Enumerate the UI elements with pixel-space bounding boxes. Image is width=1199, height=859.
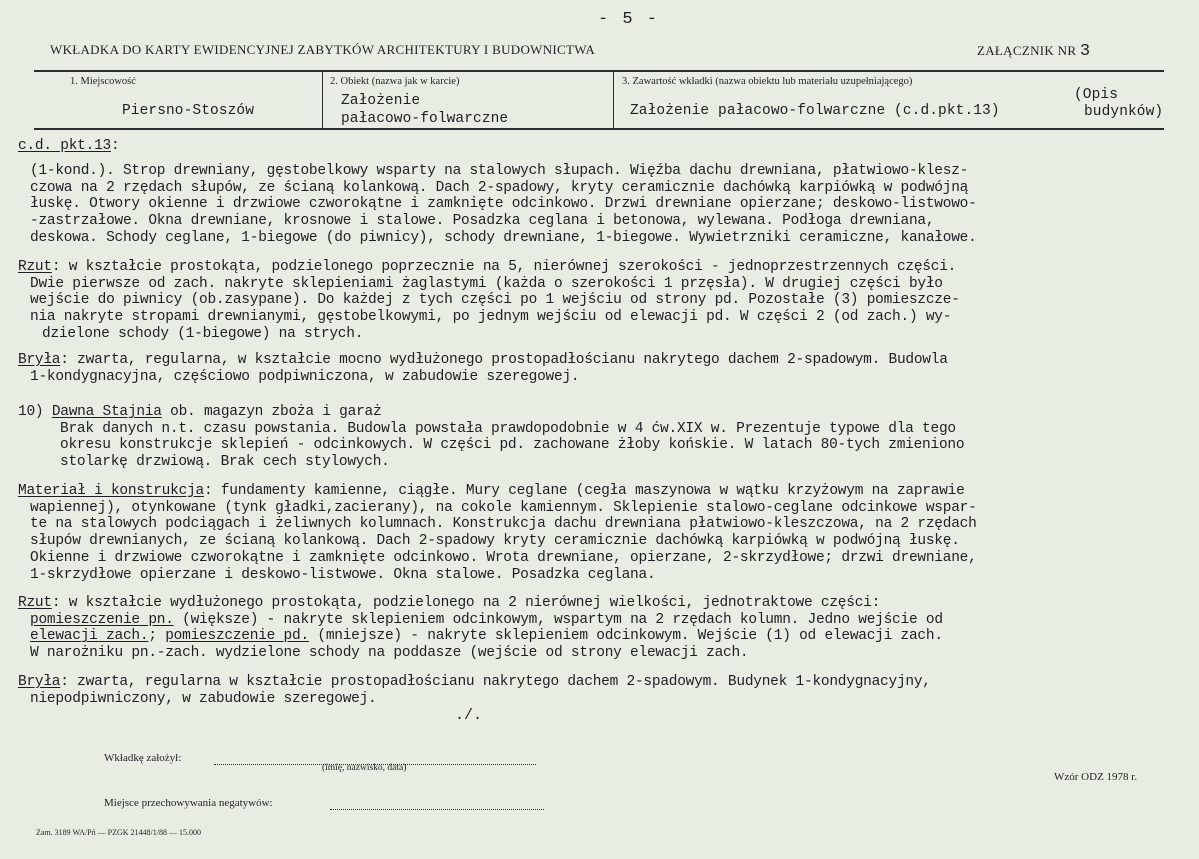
paragraph-massing-1	[18, 352, 948, 385]
text-line: 1-skrzydłowe opierzane i deskowo-listwowe. Okna stalowe. Posadzka ceglana.	[30, 566, 656, 583]
content-note-line1: (Opis	[1074, 87, 1119, 103]
text-line: -zastrzałowe. Okna drewniane, krosnowe i stalowe. Posadzka ceglana i betonowa, wylewana. Podłoga drewniana,	[30, 213, 935, 230]
paragraph-massing-2	[18, 674, 931, 707]
annex-label-text: ZAŁĄCZNIK NR	[977, 43, 1077, 58]
paragraph-material	[18, 483, 977, 583]
material-label: Materiał i konstrukcja	[18, 483, 204, 499]
text-line: wapiennej), otynkowane (tynk gładki,zacierany), na cokole kamiennym. Sklepienie stalowo-ceglane odcinkowe wspar-	[30, 499, 977, 516]
plan-label: Rzut	[18, 595, 52, 611]
massing-label: Bryła	[18, 674, 61, 690]
text-line: Brak danych n.t. czasu powstania. Budowla powstała prawdopodobnie w 4 ćw.XIX w. Prezentuje typowe dla tego	[60, 420, 956, 437]
plan-label: Rzut	[18, 259, 52, 275]
text-line: (1-kond.). Strop drewniany, gęstobelkowy wsparty na stalowych słupach. Więźba dachu drewniana, płatwiowo-klesz-	[30, 163, 969, 179]
text-line: 1-kondygnacyjna, częściowo podpiwniczona, w zabudowie szeregowej.	[30, 368, 580, 385]
room-south: pomieszczenie pd.	[165, 628, 309, 645]
continuation-heading	[18, 138, 119, 155]
print-info: Zam. 3189 WA/Pń — PZGK 21448/1/88 — 15.000	[36, 828, 201, 837]
text-line: : fundamenty kamienne, ciągłe. Mury ceglane (cegła maszynowa w wątku krzyżowym na zaprawie	[203, 483, 965, 499]
text-line: W narożniku pn.-zach. wydzielone schody na poddasze (wejście od strony elewacji zach.	[30, 645, 749, 662]
text-line: : zwarta, regularna, w kształcie mocno wydłużonego prostopadłościanu nakrytego dachem 2-spadowym. Budowla	[60, 352, 948, 368]
form-title: WKŁADKA DO KARTY EWIDENCYJNEJ ZABYTKÓW ARCHITEKTURY I BUDOWNICTWA	[50, 42, 596, 57]
field-divider-1	[322, 72, 323, 128]
negatives-line[interactable]	[330, 809, 544, 810]
text-line: Dwie pierwsze od zach. nakryte sklepieniami żaglastymi (każda o szerokości 1 przęsła). W drugiej części było	[30, 275, 943, 292]
object-value-line2: pałacowo-folwarczne	[341, 111, 509, 127]
form-pattern: Wzór ODZ 1978 r.	[1054, 771, 1138, 783]
annex-number: 3	[1079, 42, 1091, 61]
object-value-line1: Założenie	[341, 93, 421, 109]
text-line: (większe) - nakryte sklepieniem odcinkowym, wspartym na 2 rzędach kolumn. Jedno wejście od	[173, 611, 943, 628]
text-line: Okienne i drzwiowe czworokątne i zamknięte odcinkowo. Wrota drewniane, opierzane, 2-skrzydłowe; drzwi drewniane,	[30, 549, 977, 566]
negatives-label: Miejsce przechowywania negatywów:	[104, 797, 273, 809]
text-line: : w kształcie wydłużonego prostokąta, podzielonego na 2 nierównej wielkości, jednotraktowe części:	[51, 595, 881, 611]
paragraph-construction	[30, 163, 977, 247]
name-hint: (imię, nazwisko, data)	[322, 763, 407, 773]
item-10	[18, 404, 964, 471]
text-line: wejście do piwnicy (ob.zasypane). Do każdej z tych części po 1 wejściu od strony pd. Pozostałe (3) pomieszcze-	[30, 292, 960, 309]
object-label: 2. Obiekt (nazwa jak w karcie)	[330, 76, 460, 87]
text-line: te na stalowych podciągach i żeliwnych kolumnach. Konstrukcja dachu drewniana płatwiowo-kleszczowa, na 2 rzędach	[30, 516, 977, 533]
content-label: 3. Zawartość wkładki (nazwa obiektu lub materiału uzupełniającego)	[622, 76, 913, 87]
top-rule	[34, 70, 1164, 72]
text-line: nia nakryte stropami drewnianymi, gęstobelkowymi, po jednym wejściu od elewacji pd. W części 2 (od zach.) wy-	[30, 309, 952, 326]
text-line: łuskę. Otwory okienne i drzwiowe czworokątne i zamknięte odcinkowo. Drzwi drewniane opierzane; deskowo-listwowo-	[30, 196, 977, 213]
locality-value: Piersno-Stoszów	[122, 103, 255, 119]
text-line: dzielone schody (1-biegowe) na strych.	[42, 325, 364, 342]
content-note-line2: budynków)	[1084, 104, 1164, 120]
item-number: 10)	[18, 404, 44, 420]
massing-label: Bryła	[18, 352, 61, 368]
text-line: słupów drewnianych, ze ścianą kolankową. Dach 2-spadowy kryty ceramicznie dachówką karpiówką w podwójną łuskę.	[30, 533, 960, 550]
text-line: czowa na 2 rzędach słupów, ze ścianą kolankową. Dach 2-spadowy, kryty ceramicznie dachówką karpiówką w podwójną	[30, 179, 969, 196]
paragraph-plan-2	[18, 595, 943, 662]
text-line: : zwarta, regularna w kształcie prostopadłościanu nakrytego dachem 2-spadowym. Budynek 1-kondygnacyjny,	[60, 674, 931, 690]
field-divider-2	[613, 72, 614, 128]
room-north: pomieszczenie pn.	[30, 611, 174, 628]
locality-label: 1. Miejscowość	[70, 76, 136, 87]
text-line: deskowa. Schody ceglane, 1-biegowe (do piwnicy), schody drewniane, 1-biegowe. Wywietrzniki ceramiczne, kanałowe.	[30, 229, 977, 246]
elevation-west: elewacji zach.	[30, 628, 149, 645]
text-line: okresu konstrukcje sklepień - odcinkowych. W części pd. zachowane żłoby końskie. W latach 80-tych zmieniono	[60, 437, 965, 454]
text-line: niepodpiwniczony, w zabudowie szeregowej.	[30, 690, 377, 707]
end-mark: ./.	[455, 707, 483, 724]
item-title-rest: ob. magazyn zboża i garaż	[161, 404, 382, 420]
continuation-ref: c.d. pkt.13	[18, 138, 111, 154]
bottom-rule	[34, 128, 1164, 130]
annex-label	[977, 42, 1090, 61]
page-number: - 5 -	[598, 10, 660, 29]
item-title: Dawna Stajnia	[51, 404, 162, 420]
continuation-colon: :	[110, 138, 120, 154]
content-value: Założenie pałacowo-folwarczne (c.d.pkt.13)	[630, 103, 1000, 119]
text-line: : w kształcie prostokąta, podzielonego poprzecznie na 5, nierównej szerokości - jednoprzestrzennych części.	[51, 259, 957, 275]
paragraph-plan-1	[18, 259, 960, 343]
text-line: stolarkę drzwiową. Brak cech stylowych.	[60, 454, 390, 471]
made-by-label: Wkładkę założył:	[104, 752, 182, 764]
text-line: (mniejsze) - nakryte sklepieniem odcinkowym. Wejście (1) od elewacji zach.	[308, 628, 943, 645]
separator: ;	[148, 628, 166, 645]
